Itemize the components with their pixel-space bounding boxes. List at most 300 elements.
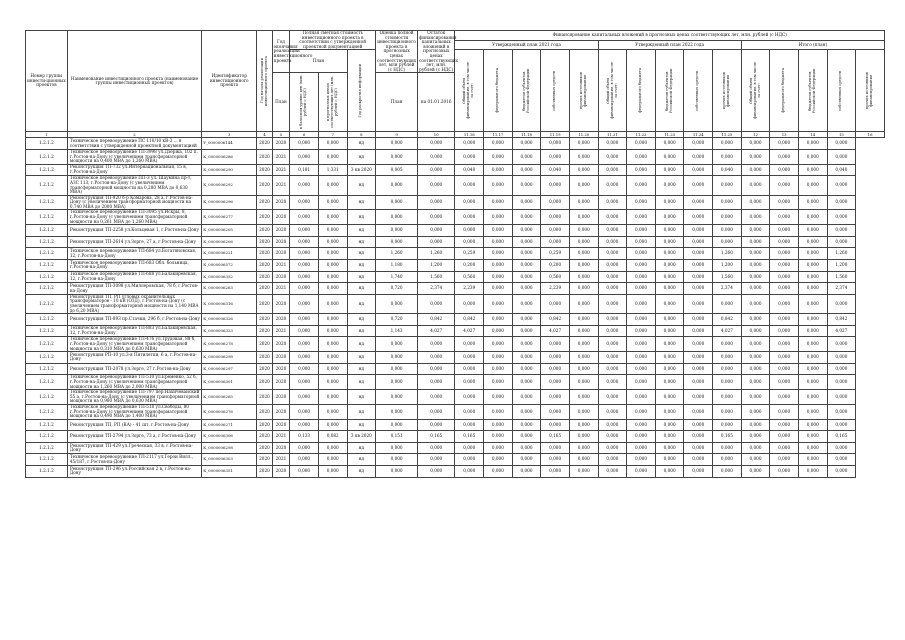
project-name-cell: Реконструкция ТП-920 б-р Комарова, 28 а, г.Ростов-на-Дону (с увеличением трансформаторной мощности на 0,740 МВА до 2000 МВА) <box>67 195 201 210</box>
value-cell: 0,000 <box>569 404 598 419</box>
value-cell: 0,000 <box>484 294 513 313</box>
value-cell: 0,000 <box>541 454 570 466</box>
value-cell: 0,000 <box>290 225 319 237</box>
value-cell: 0,000 <box>512 225 541 237</box>
group-number-cell: 1.2.1.2 <box>26 195 68 210</box>
value-cell: 0,000 <box>655 260 684 272</box>
value-cell: 0,000 <box>318 294 347 313</box>
value-cell: 0,000 <box>541 404 570 419</box>
value-cell: 0,005 <box>376 164 418 176</box>
value-cell: 0,000 <box>598 325 627 337</box>
value-cell: 0,000 <box>376 294 418 313</box>
value-cell: 0,000 <box>318 404 347 419</box>
value-cell: 0,000 <box>713 195 742 210</box>
value-cell: 0,000 <box>798 419 827 431</box>
table-row <box>26 138 885 150</box>
value-cell: 0,165 <box>713 431 742 443</box>
end-year-cell: 2020 <box>272 236 290 248</box>
value-cell: 0,000 <box>655 375 684 390</box>
value-cell: 0,000 <box>376 210 418 225</box>
project-name-cell: Реконструкция ТП-2258 ул.Кольцевая 1, г.Ростов-на-Дону <box>67 225 201 237</box>
value-cell: 0,000 <box>798 352 827 364</box>
value-cell: 0,000 <box>376 337 418 352</box>
value-cell: 0,000 <box>627 314 656 326</box>
value-cell: 0,000 <box>627 138 656 150</box>
value-cell: 0,000 <box>598 283 627 295</box>
value-cell: 0,000 <box>741 375 770 390</box>
value-cell: 0,000 <box>569 225 598 237</box>
value-cell: нд <box>347 442 376 454</box>
value-cell: 0,000 <box>290 236 319 248</box>
value-cell: 0,000 <box>627 210 656 225</box>
value-cell: 0,000 <box>655 390 684 405</box>
header-cost-estimate: Оценка полной стоимости инвестиционного проекта в прогнозных ценах соответствующих лет, млн рублей (с НДС) <box>377 30 417 72</box>
value-cell: 0,000 <box>627 375 656 390</box>
value-cell: 0,000 <box>827 419 856 431</box>
table-row <box>26 294 885 313</box>
value-cell: 0,000 <box>655 352 684 364</box>
value-cell: 0,000 <box>455 375 484 390</box>
value-cell: 1,143 <box>376 325 418 337</box>
value-cell: 0,000 <box>827 375 856 390</box>
value-cell: 0,000 <box>418 375 455 390</box>
value-cell: 0,000 <box>684 431 713 443</box>
value-cell: нд <box>347 271 376 283</box>
value-cell: 0,000 <box>484 138 513 150</box>
value-cell: 0,000 <box>770 363 799 375</box>
value-cell: 0,000 <box>318 419 347 431</box>
end-year-cell: 2021 <box>272 325 290 337</box>
value-cell: 0,000 <box>598 390 627 405</box>
value-cell: 0,000 <box>455 225 484 237</box>
value-cell: 0,000 <box>655 195 684 210</box>
value-cell: 0,000 <box>598 419 627 431</box>
value-cell: 0,000 <box>684 260 713 272</box>
value-cell: 0,000 <box>655 294 684 313</box>
value-cell: 0,000 <box>376 375 418 390</box>
start-year-cell: 2020 <box>257 294 272 313</box>
value-cell: 0,000 <box>569 176 598 195</box>
value-cell: 0,000 <box>598 352 627 364</box>
value-cell: 0,000 <box>655 325 684 337</box>
header-full-cost: Полная сметная стоимость инвестиционного проекта в соответствии с утвержденной проектной документацией <box>290 31 376 50</box>
value-cell: 0,000 <box>418 149 455 164</box>
value-cell: 0,000 <box>484 431 513 443</box>
value-cell: 0,000 <box>512 164 541 176</box>
value-cell: 0,000 <box>770 419 799 431</box>
end-year-cell: 2020 <box>272 442 290 454</box>
value-cell: 0,000 <box>741 325 770 337</box>
value-cell: 0,000 <box>741 138 770 150</box>
value-cell: 0,000 <box>684 337 713 352</box>
value-cell: 0,000 <box>798 283 827 295</box>
value-cell: 0,000 <box>827 337 856 352</box>
value-cell: 2,239 <box>541 283 570 295</box>
value-cell: нд <box>347 466 376 478</box>
value-cell: 0,000 <box>598 466 627 478</box>
value-cell: 0,000 <box>569 375 598 390</box>
value-cell: нд <box>347 260 376 272</box>
project-id-cell: К_0000006298 <box>202 442 257 454</box>
start-year-cell: 2020 <box>257 210 272 225</box>
value-cell: 1,740 <box>376 271 418 283</box>
header-end-plan: План <box>272 73 290 132</box>
value-cell: 0,040 <box>541 164 570 176</box>
value-cell: 0,000 <box>290 352 319 364</box>
value-cell: 0,560 <box>541 271 570 283</box>
value-cell: 0,000 <box>770 138 799 150</box>
value-cell: 0,000 <box>598 164 627 176</box>
value-cell: 0,000 <box>713 390 742 405</box>
value-cell: 1,560 <box>418 271 455 283</box>
value-cell: нд <box>347 294 376 313</box>
header-remaining: Остаток финансирования капитальных вложений в прогнозных ценах соответствующих лет, млн. рублей (с НДС) <box>419 30 459 72</box>
value-cell: 0,181 <box>290 164 319 176</box>
value-cell: 0,000 <box>741 283 770 295</box>
value-cell: 0,000 <box>655 404 684 419</box>
value-cell: 0,000 <box>569 271 598 283</box>
value-cell: 0,000 <box>290 363 319 375</box>
value-cell: 0,000 <box>770 404 799 419</box>
value-cell: 0,000 <box>627 466 656 478</box>
value-cell: 0,000 <box>418 210 455 225</box>
value-cell: 0,000 <box>455 363 484 375</box>
project-name-cell: Реконструкция ТП-296 ул.Российская 2 в, г.Ростов-на-Дону <box>67 466 201 478</box>
value-cell: 0,000 <box>827 404 856 419</box>
value-cell: 0,000 <box>770 325 799 337</box>
value-cell: 0,000 <box>541 294 570 313</box>
value-cell: 0,000 <box>512 363 541 375</box>
value-cell: 0,000 <box>512 236 541 248</box>
value-cell: 0,000 <box>827 210 856 225</box>
value-cell: 0,000 <box>798 236 827 248</box>
value-cell: 0,000 <box>484 442 513 454</box>
value-cell: 0,000 <box>770 352 799 364</box>
start-year-cell: 2020 <box>257 442 272 454</box>
column-number: 11.24 <box>684 132 713 138</box>
start-year-cell: 2020 <box>257 236 272 248</box>
table-row <box>26 225 885 237</box>
project-id-cell: К_0000006276 <box>202 404 257 419</box>
project-id-cell: К_0000006271 <box>202 419 257 431</box>
value-cell: 0,000 <box>770 466 799 478</box>
value-cell: 0,000 <box>376 404 418 419</box>
value-cell: 0,040 <box>827 164 856 176</box>
value-cell: 0,000 <box>655 225 684 237</box>
value-cell: 0,000 <box>484 176 513 195</box>
value-cell: 0,000 <box>770 431 799 443</box>
table-row <box>26 283 885 295</box>
value-cell: 0,000 <box>598 149 627 164</box>
project-id-cell: К_0000006296 <box>202 195 257 210</box>
value-cell: 0,000 <box>541 363 570 375</box>
column-number: 16 <box>856 132 885 138</box>
column-number: 11.20 <box>569 132 598 138</box>
value-cell: 0,000 <box>418 442 455 454</box>
value-cell: 0,000 <box>741 337 770 352</box>
value-cell: 0,000 <box>598 431 627 443</box>
start-year-cell: 2020 <box>257 195 272 210</box>
value-cell: 0,000 <box>569 454 598 466</box>
project-id-cell: К_0000006290 <box>202 164 257 176</box>
project-name-cell: Техническое перевооружение ТП-2117 ул.Герои Вилл., 45/187, г.Ростов-на-Дону <box>67 454 201 466</box>
start-year-cell: 2020 <box>257 375 272 390</box>
value-cell: 0,000 <box>455 294 484 313</box>
group-number-cell: 1.2.1.2 <box>26 390 68 405</box>
value-cell: 0,000 <box>541 138 570 150</box>
group-number-cell: 1.2.1.2 <box>26 419 68 431</box>
value-cell: 0,000 <box>713 404 742 419</box>
value-cell: 0,000 <box>798 337 827 352</box>
value-cell: 0,000 <box>418 466 455 478</box>
end-year-cell: 2021 <box>272 149 290 164</box>
value-cell: 0,000 <box>376 390 418 405</box>
value-cell: 0,000 <box>770 314 799 326</box>
start-year-cell: 2020 <box>257 176 272 195</box>
value-cell: 0,000 <box>318 248 347 260</box>
value-cell: 0,000 <box>318 271 347 283</box>
value-cell: 0,000 <box>512 271 541 283</box>
value-cell: 0,000 <box>569 337 598 352</box>
group-number-cell: 1.2.1.2 <box>26 260 68 272</box>
value-cell: 0,000 <box>770 195 799 210</box>
value-cell: 1,560 <box>827 271 856 283</box>
project-id-cell: К_0000006303 <box>202 454 257 466</box>
table-row <box>26 466 885 478</box>
table-row <box>26 260 885 272</box>
table-row <box>26 419 885 431</box>
project-name-cell: Реконструкция ТП, РП угловых охранительных трансформаторов - 10 кВ (ОЗД), г.Ростов-на-Дону (с увеличением трансформаторной мощности на 1,140 МВА до 6,20 МВА) <box>67 294 201 313</box>
value-cell: 0,000 <box>318 283 347 295</box>
project-name-cell: Реконструкция ТП-429 ул.Греческая, 33 в, г.Ростов-на-Дону <box>67 442 201 454</box>
group-number-cell: 1.2.1.2 <box>26 271 68 283</box>
value-cell: 0,000 <box>455 210 484 225</box>
group-number-cell: 1.2.1.2 <box>26 431 68 443</box>
value-cell: 0,000 <box>484 337 513 352</box>
value-cell: 0,000 <box>318 236 347 248</box>
end-year-cell: 2020 <box>272 419 290 431</box>
value-cell: 0,000 <box>741 176 770 195</box>
column-number: 12 <box>741 132 770 138</box>
value-cell: 0,000 <box>418 454 455 466</box>
value-cell: 0,000 <box>512 314 541 326</box>
value-cell: 0,000 <box>569 314 598 326</box>
value-cell: 0,000 <box>455 138 484 150</box>
value-cell: 0,000 <box>627 363 656 375</box>
column-number: 2 <box>67 132 201 138</box>
value-cell: 0,000 <box>655 431 684 443</box>
value-cell: 0,000 <box>713 294 742 313</box>
value-cell: 1,260 <box>376 248 418 260</box>
value-cell: 0,000 <box>376 466 418 478</box>
value-cell: 0,000 <box>770 454 799 466</box>
value-cell: 0,259 <box>541 248 570 260</box>
value-cell: 0,000 <box>770 294 799 313</box>
value-cell: 0,000 <box>512 210 541 225</box>
table-row <box>26 248 885 260</box>
table-row <box>26 164 885 176</box>
group-number-cell: 1.2.1.2 <box>26 375 68 390</box>
end-year-cell: 2020 <box>272 138 290 150</box>
value-cell: 0,000 <box>484 375 513 390</box>
value-cell: 0,000 <box>627 419 656 431</box>
project-name-cell: Техническое перевооружение ТП-797 пер.Нахичеванский 55 а, г.Ростов-на-Дону (с увеличением трансформаторной мощности на 0,980 МВА до 0,630 МВА) <box>67 390 201 405</box>
project-name-cell: Техническое перевооружение ТП-518 ул.Свободы, 80 г.Ростов-на-Дону (с увеличением трансформаторной мощности на 0,490 МВА до 1,400 МВА) <box>67 404 201 419</box>
group-number-cell: 1.2.1.2 <box>26 248 68 260</box>
project-name-cell: Техническое перевооружение ТП-3998 ул.Дзержа, 102 п. г.Ростов-на-Дону (с увеличением трансформаторной мощности на 0,400 МВА до 1,260 МВА) <box>67 149 201 164</box>
header-total-reg: бюджетов субъектов Российской Федерации <box>798 50 827 132</box>
group-number-cell: 1.2.1.2 <box>26 176 68 195</box>
value-cell: 0,000 <box>627 176 656 195</box>
value-cell: 0,000 <box>627 283 656 295</box>
value-cell: 0,000 <box>512 260 541 272</box>
value-cell: 0,000 <box>798 314 827 326</box>
column-number: 7 <box>318 132 347 138</box>
value-cell: 0,000 <box>455 466 484 478</box>
column-number: 11.18 <box>512 132 541 138</box>
value-cell: 0,000 <box>376 225 418 237</box>
column-number: 11.23 <box>655 132 684 138</box>
start-year-cell: 2020 <box>257 138 272 150</box>
value-cell: нд <box>347 225 376 237</box>
project-name-cell: Реконструкция ТП-893 пр.Стачки, 296 б, г.Ростов-на-Дону <box>67 314 201 326</box>
header-end-year: Год окончания реализации инвестиционного проекта <box>272 31 290 73</box>
column-number: 13 <box>770 132 799 138</box>
group-number-cell: 1.2.1.2 <box>26 294 68 313</box>
value-cell: 0,000 <box>798 454 827 466</box>
value-cell: 0,000 <box>770 283 799 295</box>
value-cell: нд <box>347 390 376 405</box>
start-year-cell: 2020 <box>257 248 272 260</box>
value-cell: 0,000 <box>598 442 627 454</box>
end-year-cell: 2021 <box>272 176 290 195</box>
value-cell: 0,000 <box>684 195 713 210</box>
header-2022-total: Общий объем финансирования, в том числе за счет: <box>598 50 627 132</box>
end-year-cell: 2021 <box>272 454 290 466</box>
value-cell: 0,842 <box>418 314 455 326</box>
value-cell: 0,165 <box>455 431 484 443</box>
header-2021-total: Общий объем финансирования, в том числе за счет: <box>455 50 484 132</box>
header-2022-other: прочих источников финансирования <box>713 50 742 132</box>
value-cell: 2,374 <box>713 283 742 295</box>
value-cell: 0,000 <box>569 390 598 405</box>
value-cell: 0,000 <box>770 210 799 225</box>
value-cell: 0,000 <box>541 176 570 195</box>
value-cell: 0,000 <box>512 442 541 454</box>
value-cell: 0,000 <box>512 325 541 337</box>
value-cell: 0,000 <box>290 149 319 164</box>
value-cell: 0,000 <box>318 442 347 454</box>
value-cell: 0,000 <box>655 271 684 283</box>
value-cell: 0,000 <box>376 236 418 248</box>
investment-table <box>25 30 885 478</box>
end-year-cell: 2020 <box>272 210 290 225</box>
end-year-cell: 2020 <box>272 352 290 364</box>
value-cell: 0,000 <box>655 363 684 375</box>
value-cell: 0,000 <box>318 210 347 225</box>
project-id-cell: У_0000006144 <box>202 138 257 150</box>
value-cell: 0,000 <box>655 466 684 478</box>
value-cell: 0,000 <box>598 454 627 466</box>
value-cell: 0,000 <box>290 442 319 454</box>
value-cell: 0,000 <box>455 176 484 195</box>
value-cell: 0,000 <box>290 195 319 210</box>
header-estimate-plan: План <box>376 73 418 132</box>
table-row <box>26 390 885 405</box>
value-cell: 0,000 <box>655 138 684 150</box>
value-cell: 0,000 <box>627 390 656 405</box>
start-year-cell: 2020 <box>257 149 272 164</box>
value-cell: 0,000 <box>713 138 742 150</box>
value-cell: 0,000 <box>290 404 319 419</box>
value-cell: 0,000 <box>713 466 742 478</box>
value-cell: 0,200 <box>541 260 570 272</box>
value-cell: 0,000 <box>512 466 541 478</box>
value-cell: 0,000 <box>741 404 770 419</box>
project-name-cell: Реконструкция ТП-3098 ул.Миллеровская, 78 б, г.Ростов-на-Дону <box>67 283 201 295</box>
header-plan-2021: Утвержденный план 2021 года <box>455 40 598 50</box>
value-cell: 0,000 <box>290 454 319 466</box>
header-2021-other: прочих источников финансирования <box>569 50 598 132</box>
value-cell: 0,000 <box>713 454 742 466</box>
value-cell: 1,260 <box>827 248 856 260</box>
end-year-cell: 2020 <box>272 375 290 390</box>
value-cell: нд <box>347 210 376 225</box>
value-cell: 0,842 <box>455 314 484 326</box>
value-cell: 0,000 <box>741 260 770 272</box>
project-id-cell: К_0000006292 <box>202 176 257 195</box>
value-cell: 0,000 <box>798 176 827 195</box>
header-plan: План <box>290 50 347 73</box>
value-cell: нд <box>347 375 376 390</box>
value-cell: 0,000 <box>512 352 541 364</box>
value-cell: 0,000 <box>418 390 455 405</box>
value-cell: 0,000 <box>798 271 827 283</box>
table-row <box>26 363 885 375</box>
value-cell: 0,000 <box>627 352 656 364</box>
value-cell: 0,000 <box>684 442 713 454</box>
value-cell: 0,000 <box>655 419 684 431</box>
value-cell: 4,027 <box>541 325 570 337</box>
value-cell: 0,000 <box>376 363 418 375</box>
value-cell: 0,000 <box>655 248 684 260</box>
value-cell: 0,133 <box>290 431 319 443</box>
value-cell: нд <box>347 236 376 248</box>
value-cell: 0,000 <box>741 164 770 176</box>
table-row <box>26 325 885 337</box>
value-cell: 0,000 <box>290 248 319 260</box>
group-number-cell: 1.2.1.2 <box>26 138 68 150</box>
value-cell: 0,000 <box>741 454 770 466</box>
value-cell: 0,000 <box>770 271 799 283</box>
start-year-cell: 2020 <box>257 225 272 237</box>
value-cell: 0,000 <box>713 419 742 431</box>
group-number-cell: 1.2.1.2 <box>26 466 68 478</box>
value-cell: 0,000 <box>827 442 856 454</box>
value-cell: 0,000 <box>798 390 827 405</box>
value-cell: 0,000 <box>713 375 742 390</box>
value-cell: 0,000 <box>512 176 541 195</box>
table-row <box>26 404 885 419</box>
value-cell: 0,000 <box>418 225 455 237</box>
value-cell: 0,000 <box>541 390 570 405</box>
header-disclosure-year: Год раскрытия информации <box>347 50 376 132</box>
column-number: 4 <box>257 132 272 138</box>
header-financing: Финансирование капитальных вложений в прогнозных ценах соответствующих лет, млн. рублей (с НДС) <box>455 31 885 41</box>
value-cell: 0,000 <box>627 236 656 248</box>
value-cell: 0,000 <box>418 404 455 419</box>
value-cell: 0,000 <box>684 454 713 466</box>
